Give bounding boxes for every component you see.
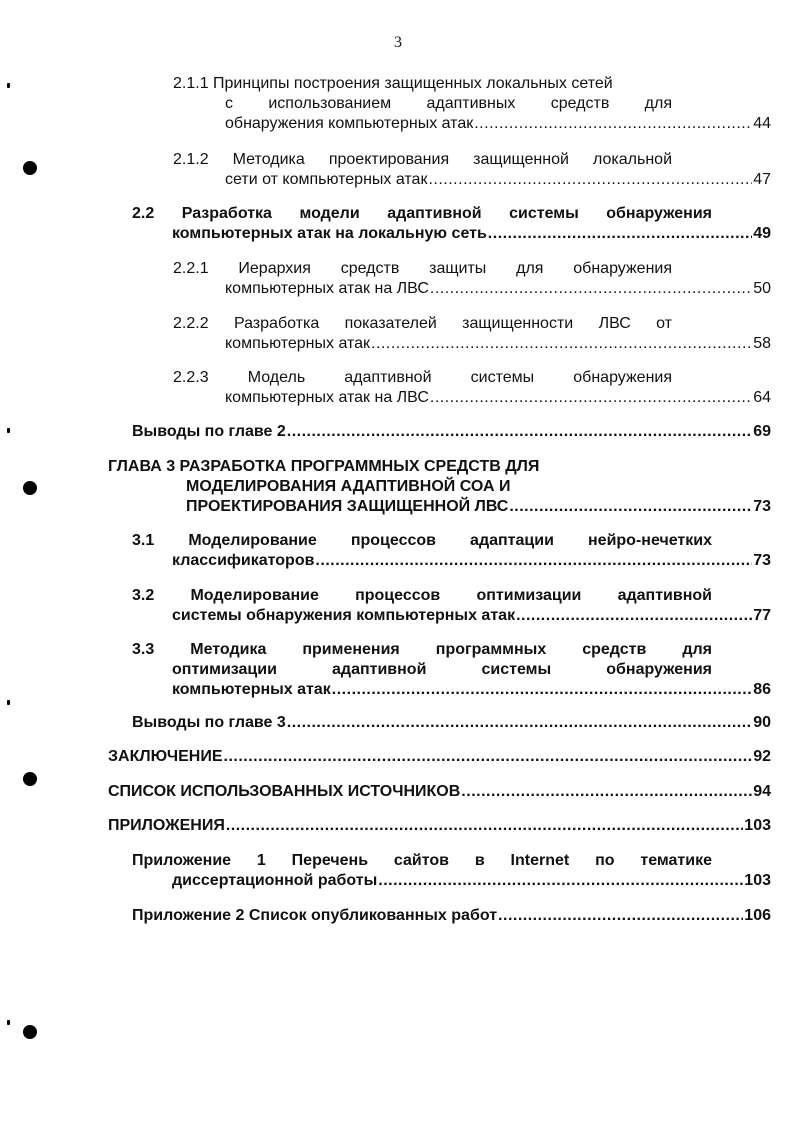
punch-hole-mark <box>23 161 37 175</box>
toc-leader-line <box>225 114 771 134</box>
toc-title: СПИСОК ИСПОЛЬЗОВАННЫХ ИСТОЧНИКОВ <box>108 783 461 800</box>
toc-page: 86 <box>753 681 771 698</box>
toc-page: 106 <box>744 907 771 924</box>
toc-leader-line <box>225 170 771 190</box>
toc-page: 92 <box>753 748 771 765</box>
toc-entry-2-1-2 <box>173 150 771 190</box>
toc-page: 90 <box>753 714 771 731</box>
toc-title: компьютерных атак на ЛВС <box>225 389 429 406</box>
toc-page: 103 <box>744 817 771 834</box>
toc-line: 3.1 Моделирование процессов адаптации нейро-нечетких <box>132 532 712 549</box>
scan-speck <box>7 700 10 705</box>
toc-leader-line <box>108 782 771 802</box>
toc-title: компьютерных атак на ЛВС <box>225 280 429 297</box>
toc-leader-line <box>132 713 771 733</box>
scan-speck <box>7 83 10 88</box>
toc-leader-line <box>225 334 771 354</box>
toc-page: 77 <box>753 607 771 624</box>
toc-title: компьютерных атак <box>225 335 371 352</box>
toc-title: сети от компьютерных атак <box>225 171 428 188</box>
toc-entry-conclusions-ch3 <box>132 713 771 733</box>
toc-entry-3-3 <box>132 640 771 700</box>
toc-entry-2-1-1 <box>173 74 771 134</box>
toc-title: компьютерных атак <box>172 681 331 698</box>
toc-title: ПРОЕКТИРОВАНИЯ ЗАЩИЩЕННОЙ ЛВС <box>186 498 509 515</box>
toc-page: 44 <box>753 115 771 132</box>
toc-page: 94 <box>753 783 771 800</box>
toc-leader-line <box>108 747 771 767</box>
toc-entry-3-1 <box>132 531 771 571</box>
toc-line: 2.2 Разработка модели адаптивной системы обнаружения <box>132 205 712 222</box>
toc-leader-line <box>132 422 771 442</box>
toc-line: 2.2.2 Разработка показателей защищенности ЛВС от <box>173 315 672 332</box>
toc-entry-references <box>108 782 771 802</box>
toc-entry-2-2-1 <box>173 259 771 299</box>
page-number: 3 <box>394 34 402 51</box>
toc-title: компьютерных атак на локальную сеть <box>172 225 487 242</box>
toc-entry-3-2 <box>132 586 771 626</box>
toc-entry-2-2-3 <box>173 368 771 408</box>
toc-entry-conclusions-ch2 <box>132 422 771 442</box>
toc-title: ЗАКЛЮЧЕНИЕ <box>108 748 223 765</box>
punch-hole-mark <box>23 1025 37 1039</box>
toc-entry-2-2 <box>132 204 771 244</box>
toc-line: ГЛАВА 3 РАЗРАБОТКА ПРОГРАММНЫХ СРЕДСТВ ДЛЯ <box>108 458 540 475</box>
toc-page: 73 <box>753 498 771 515</box>
toc-title: обнаружения компьютерных атак <box>225 115 474 132</box>
toc-leader-line <box>172 551 771 571</box>
toc-page: 64 <box>753 389 771 406</box>
toc-entry-appendix-2 <box>132 906 771 926</box>
toc-title: Выводы по главе 2 <box>132 423 286 440</box>
toc-title: диссертационной работы <box>172 872 378 889</box>
toc-title: классификаторов <box>172 552 315 569</box>
scan-speck <box>7 428 10 433</box>
toc-page: 69 <box>753 423 771 440</box>
toc-entry-conclusion <box>108 747 771 767</box>
toc-line: Приложение 1 Перечень сайтов в Internet по тематике <box>132 852 712 869</box>
scan-speck <box>7 1020 10 1025</box>
toc-page: 58 <box>753 335 771 352</box>
toc-line: оптимизации адаптивной системы обнаружения <box>172 661 712 678</box>
toc-leader-line <box>132 906 771 926</box>
toc-page: 49 <box>753 225 771 242</box>
toc-leader-line <box>225 388 771 408</box>
toc-leader-line <box>172 871 771 891</box>
toc-page: 50 <box>753 280 771 297</box>
toc-leader-line <box>172 680 771 700</box>
toc-entry-chapter-3 <box>108 457 771 517</box>
toc-line: 2.2.3 Модель адаптивной системы обнаружения <box>173 369 672 386</box>
punch-hole-mark <box>23 772 37 786</box>
toc-title: Приложение 2 Список опубликованных работ <box>132 907 498 924</box>
toc-line: 2.1.1 Принципы построения защищенных локальных сетей <box>173 75 613 92</box>
toc-line: 2.2.1 Иерархия средств защиты для обнаружения <box>173 260 672 277</box>
punch-hole-mark <box>23 481 37 495</box>
toc-line: с использованием адаптивных средств для <box>225 95 672 112</box>
toc-title: Выводы по главе 3 <box>132 714 286 731</box>
toc-line: МОДЕЛИРОВАНИЯ АДАПТИВНОЙ СОА И <box>186 478 511 495</box>
toc-leader-line <box>108 816 771 836</box>
toc-page: 103 <box>744 872 771 889</box>
toc-entry-appendix-1 <box>132 851 771 891</box>
toc-leader-line <box>186 497 771 517</box>
toc-page: 47 <box>753 171 771 188</box>
toc-page: 73 <box>753 552 771 569</box>
toc-line: 3.2 Моделирование процессов оптимизации адаптивной <box>132 587 712 604</box>
toc-leader-line <box>172 224 771 244</box>
toc-line: 3.3 Методика применения программных средств для <box>132 641 712 658</box>
toc-entry-appendices <box>108 816 771 836</box>
toc-leader-line <box>172 606 771 626</box>
toc-title: ПРИЛОЖЕНИЯ <box>108 817 225 834</box>
toc-title: системы обнаружения компьютерных атак <box>172 607 516 624</box>
toc-line: 2.1.2 Методика проектирования защищенной локальной <box>173 151 672 168</box>
toc-entry-2-2-2 <box>173 314 771 354</box>
toc-leader-line <box>225 279 771 299</box>
